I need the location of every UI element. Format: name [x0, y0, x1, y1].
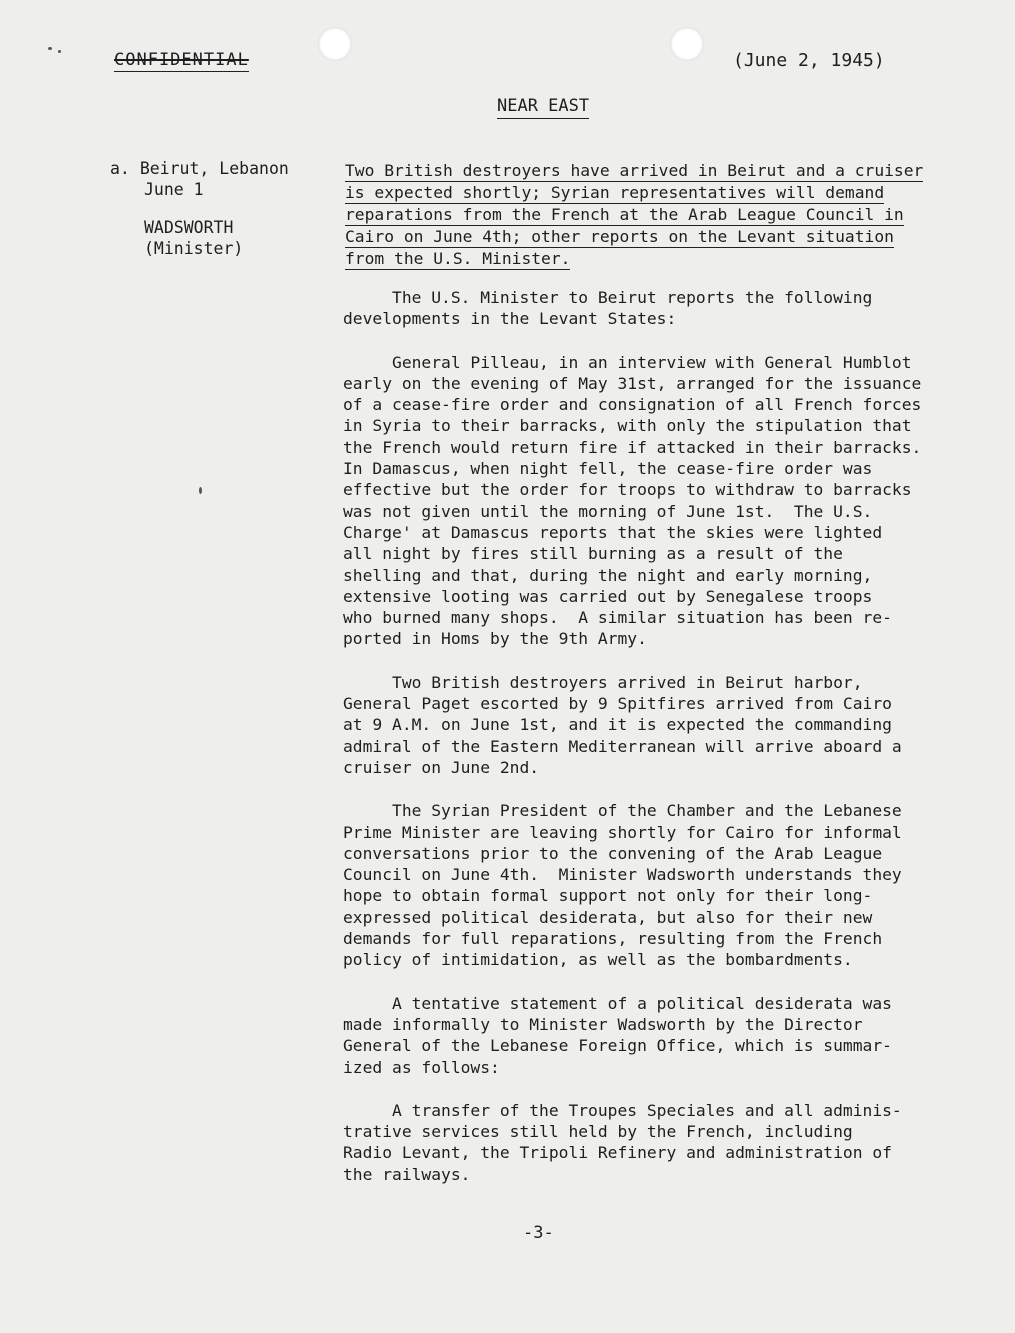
summary-line: reparations from the French at the Arab League Council in	[345, 205, 904, 224]
body-paragraph	[343, 672, 988, 778]
paragraph-line: Council on June 4th. Minister Wadsworth understands they	[343, 865, 902, 885]
paragraph-line: early on the evening of May 31st, arranged for the issuance	[343, 373, 922, 393]
item-label: a.	[110, 159, 130, 178]
page-number: -3-	[523, 1223, 554, 1243]
paragraph-line: General of the Lebanese Foreign Office, which is summar-	[343, 1036, 892, 1056]
paragraph-line: expressed political desiderata, but also for their new	[343, 907, 873, 927]
paragraph-line: policy of intimidation, as well as the bombardments.	[343, 950, 853, 970]
paragraph-line: at 9 A.M. on June 1st, and it is expected the commanding	[343, 715, 892, 735]
summary-line: from the U.S. Minister.	[345, 249, 571, 268]
item-body	[343, 287, 988, 1207]
summary-line: is expected shortly; Syrian representatives will demand	[345, 183, 885, 202]
summary-line: Cairo on June 4th; other reports on the Levant situation	[345, 227, 894, 246]
paragraph-line: the French would return fire if attacked in their barracks.	[343, 437, 922, 457]
paragraph-line: conversations prior to the convening of the Arab League	[343, 843, 883, 863]
item-source-block	[110, 158, 320, 259]
paper-speck	[199, 487, 202, 494]
paragraph-line: Two British destroyers arrived in Beirut harbor,	[343, 672, 863, 692]
paragraph-line: A transfer of the Troupes Speciales and all adminis-	[343, 1100, 902, 1120]
paragraph-line: hope to obtain formal support not only for their long-	[343, 886, 873, 906]
summary-line: Two British destroyers have arrived in Beirut and a cruiser	[345, 161, 924, 180]
paragraph-line: cruiser on June 2nd.	[343, 757, 540, 777]
item-origin	[110, 158, 320, 179]
paragraph-line: trative services still held by the French, including	[343, 1122, 853, 1142]
paragraph-line: shelling and that, during the night and early morning,	[343, 565, 873, 585]
paragraph-line: the railways.	[343, 1164, 471, 1184]
paragraph-line: demands for full reparations, resulting from the French	[343, 929, 883, 949]
paragraph-line: effective but the order for troops to withdraw to barracks	[343, 480, 912, 500]
paragraph-line: developments in the Levant States:	[343, 309, 677, 329]
paragraph-line: Charge' at Damascus reports that the skies were lighted	[343, 522, 883, 542]
document-date: (June 2, 1945)	[733, 50, 885, 71]
paragraph-line: The U.S. Minister to Beirut reports the following	[343, 288, 873, 307]
paragraph-line: General Pilleau, in an interview with General Humblot	[343, 352, 912, 372]
section-title: NEAR EAST	[497, 96, 589, 119]
classification-marking: CONFIDENTIAL	[114, 50, 249, 70]
paragraph-line: Prime Minister are leaving shortly for Cairo for informal	[343, 822, 902, 842]
paragraph-line: A tentative statement of a political desiderata was	[343, 993, 892, 1013]
body-paragraph	[343, 287, 988, 330]
paragraph-line: The Syrian President of the Chamber and the Lebanese	[343, 801, 902, 821]
paper-speck	[48, 47, 52, 50]
paragraph-line: in Syria to their barracks, with only the stipulation that	[343, 416, 912, 436]
body-paragraph	[343, 800, 988, 970]
item-date: June 1	[144, 180, 204, 199]
paragraph-line: Radio Levant, the Tripoli Refinery and administration of	[343, 1143, 892, 1163]
source-name: WADSWORTH	[144, 218, 234, 237]
item-summary	[345, 160, 985, 270]
paragraph-line: of a cease-fire order and consignation of all French forces	[343, 395, 922, 415]
paragraph-line: General Paget escorted by 9 Spitfires arrived from Cairo	[343, 694, 892, 714]
paragraph-line: was not given until the morning of June 1st. The U.S.	[343, 501, 873, 521]
item-place: Beirut, Lebanon	[139, 159, 289, 178]
paragraph-line: admiral of the Eastern Mediterranean will arrive aboard a	[343, 736, 902, 756]
paragraph-line: all night by fires still burning as a result of the	[343, 544, 843, 564]
punch-hole-left	[318, 27, 352, 61]
paragraph-line: made informally to Minister Wadsworth by the Director	[343, 1014, 863, 1034]
punch-hole-right	[670, 27, 704, 61]
paragraph-line: extensive looting was carried out by Senegalese troops	[343, 586, 873, 606]
paragraph-line: In Damascus, when night fell, the cease-fire order was	[343, 459, 873, 479]
paragraph-line: ized as follows:	[343, 1057, 500, 1077]
body-paragraph	[343, 1100, 988, 1185]
paragraph-line: ported in Homs by the 9th Army.	[343, 629, 647, 649]
body-paragraph	[343, 352, 988, 650]
paragraph-line: who burned many shops. A similar situation has been re-	[343, 608, 892, 628]
paper-speck	[58, 50, 61, 53]
source-title: (Minister)	[144, 239, 244, 258]
body-paragraph	[343, 993, 988, 1078]
